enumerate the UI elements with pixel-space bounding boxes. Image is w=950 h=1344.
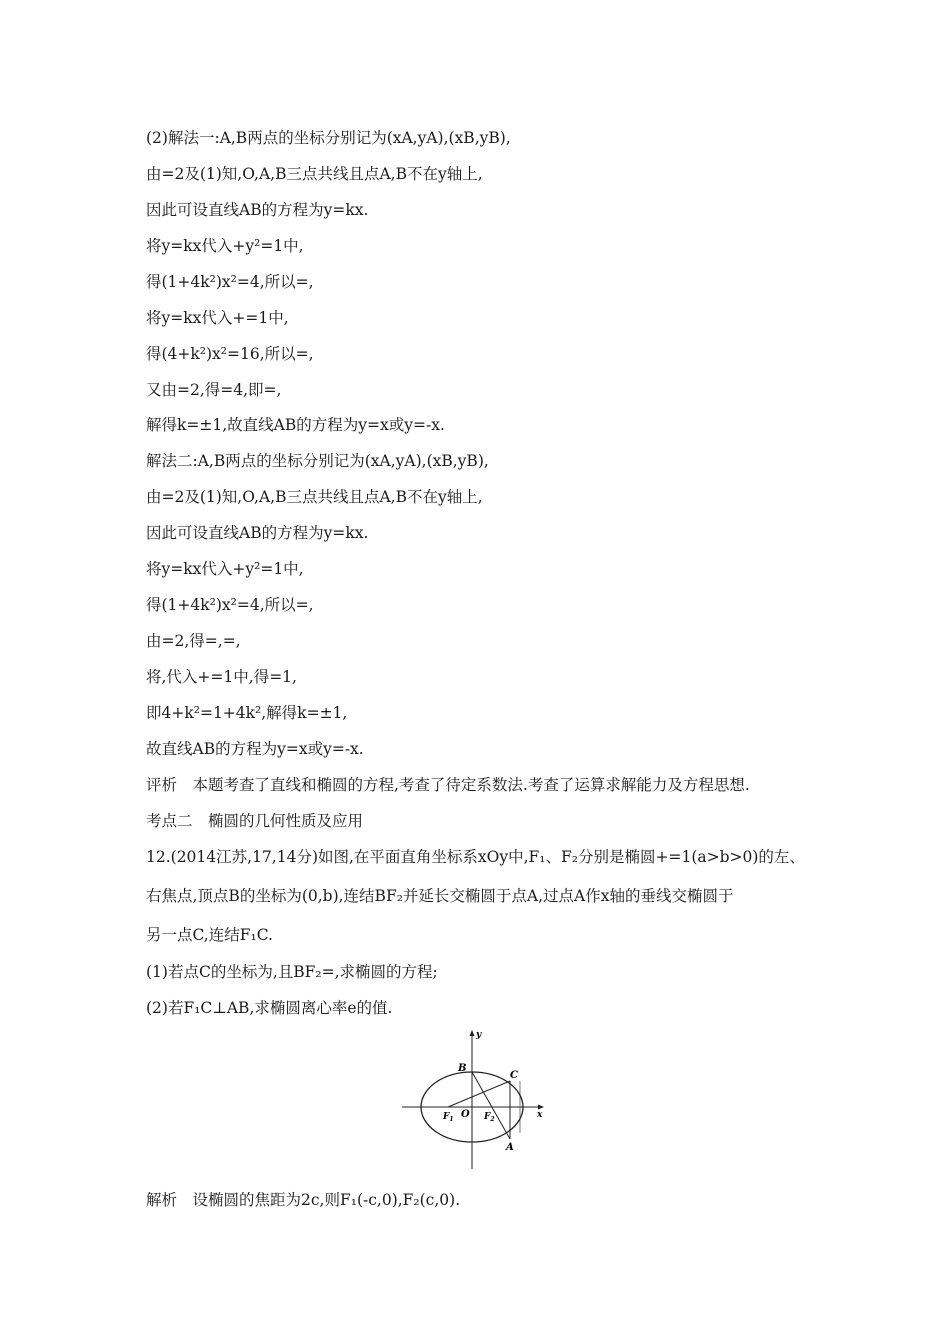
text-line-8: 又由=2,得=4,即=, (146, 381, 282, 399)
label-O: O (461, 1109, 470, 1120)
problem-part-1: (1)若点C的坐标为,且BF₂=,求椭圆的方程; (146, 963, 438, 981)
text-line-6: 将y=kx代入+=1中, (146, 309, 289, 327)
label-x: x (537, 1110, 543, 1120)
section-heading: 考点二 椭圆的几何性质及应用 (146, 812, 364, 830)
problem-part-2: (2)若F₁C⊥AB,求椭圆离心率e的值. (146, 999, 393, 1017)
text-line-1: (2)解法一:A,B两点的坐标分别记为(xA,yA),(xB,yB), (146, 129, 511, 147)
solution-line: 解析 设椭圆的焦距为2c,则F₁(-c,0),F₂(c,0). (146, 1191, 461, 1209)
line-BA (472, 1072, 510, 1139)
text-line-18: 故直线AB的方程为y=x或y=-x. (146, 740, 364, 758)
problem-line-2: 右焦点,顶点B的坐标为(0,b),连结BF₂并延长交椭圆于点A,过点A作x轴的垂线交椭圆于 (146, 887, 734, 905)
text-line-3: 因此可设直线AB的方程为y=kx. (146, 201, 369, 219)
text-line-17: 即4+k²=1+4k²,解得k=±1, (146, 704, 348, 722)
text-line-9: 解得k=±1,故直线AB的方程为y=x或y=-x. (146, 416, 445, 434)
x-axis-arrow (538, 1105, 544, 1110)
label-A: A (506, 1142, 514, 1153)
text-line-7: 得(4+k²)x²=16,所以=, (146, 345, 314, 363)
text-line-4: 将y=kx代入+y²=1中, (146, 237, 304, 255)
label-C: C (510, 1070, 518, 1081)
label-B: B (458, 1063, 467, 1074)
text-line-11: 由=2及(1)知,O,A,B三点共线且点A,B不在y轴上, (146, 488, 483, 506)
text-line-16: 将,代入+=1中,得=1, (146, 668, 297, 686)
text-line-14: 得(1+4k²)x²=4,所以=, (146, 596, 314, 614)
text-line-5: 得(1+4k²)x²=4,所以=, (146, 273, 314, 291)
ellipse-figure (400, 1026, 550, 1171)
comment-line: 评析 本题考查了直线和椭圆的方程,考查了待定系数法.考查了运算求解能力及方程思想. (146, 776, 750, 794)
text-line-10: 解法二:A,B两点的坐标分别记为(xA,yA),(xB,yB), (146, 452, 489, 470)
problem-line-1: 12.(2014江苏,17,14分)如图,在平面直角坐标系xOy中,F₁、F₂分别是椭圆+=1(a>b>0)的左、 (146, 848, 805, 866)
y-axis-arrow (470, 1030, 475, 1036)
label-F2: $F_2$ (484, 1112, 495, 1123)
problem-line-3: 另一点C,连结F₁C. (146, 926, 273, 944)
label-F1: $F_1$ (443, 1112, 454, 1123)
text-line-12: 因此可设直线AB的方程为y=kx. (146, 524, 369, 542)
text-line-15: 由=2,得=,=, (146, 632, 241, 650)
text-line-13: 将y=kx代入+y²=1中, (146, 560, 304, 578)
label-y: y (476, 1030, 482, 1040)
text-line-2: 由=2及(1)知,O,A,B三点共线且点A,B不在y轴上, (146, 165, 483, 183)
